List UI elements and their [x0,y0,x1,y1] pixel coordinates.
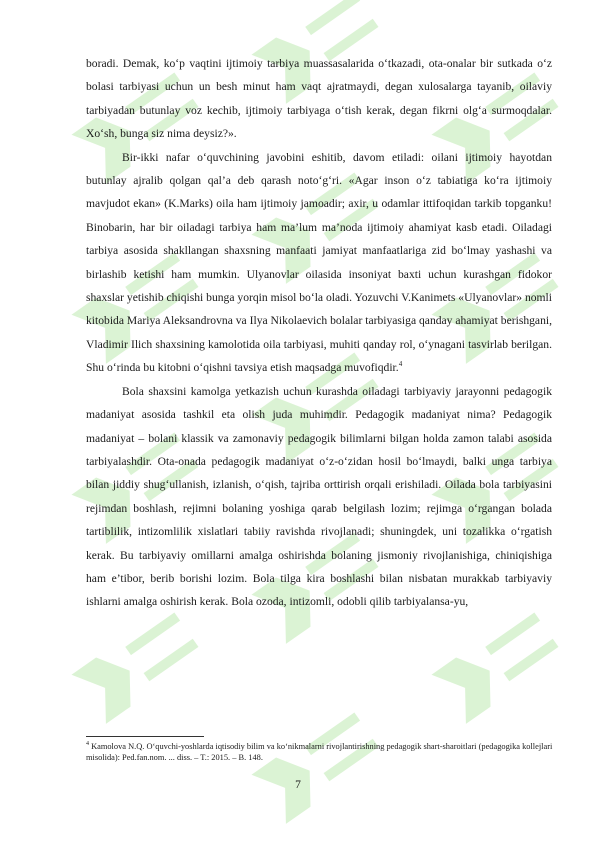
paragraph-2: Bir-ikki nafar o‘quvchining javobini eshitib, davom etiladi: oilani ijtimoiy hayotdan butunlay ajralib qolgan qal’a deb qarash noto‘g‘ri. «Agar inson o‘z tabiatiga ko‘ra ijtimoiy mavjudot ekan» (K.Marks) oila ham ijtimoiy jamoadir; axir, u odamlar ittifoqidan tarkib topganku! Binobarin, har bir oiladagi tarbiya ham ma’lum ma’noda ijtimoiy ahamiyat kasb etadi. Oiladagi tarbiya asosida shakllangan shaxsning manfaati jamiyat manfaatlariga zid bo‘lmay yashashi va birlashib ketishi ham mumkin. Ulyanovlar oilasida insoniyat baxti uchun kurashgan fidokor shaxslar yetishib chiqishi bunga yorqin misol bo‘la oladi. Yozuvchi V.Kanimets «Ulyanovlar» nomli kitobida Mariya Aleksandrovna va Ilya Nikolaevich bolalar tarbiyasiga qanday ahamiyat berishgani, Vladimir Ilich shaxsining kamolotida oila tarbiyasi, muhiti qanday rol, o‘ynagani tasvirlab berilgan. Shu o‘rinda bu kitobni o‘qishni tavsiya etish maqsadga muvofiqdir.$^4$ [86,150,552,375]
footnote-number: 4 [86,741,89,748]
footnote-reference[interactable]: 4 [398,360,403,369]
watermark-mark [251,706,384,824]
paragraph-1: boradi. Demak, ko‘p vaqtini ijtimoiy tarbiya muassasalarida o‘tkazadi, ota-onalar bir sutkada o‘z bolasi tarbiyasi uchun un besh minut ham vaqt ajratmaydi, degan xulosalarga tayanib, oilaviy tarbiyadan butunlay voz kechib, ijtimoiy tarbiyaga o‘tish kerak, degan fikrni olg‘a surmoqdalar. Xo‘sh, bunga siz nima deysiz?». [86,57,552,141]
footnote [86,741,554,763]
page-number: 7 [295,778,301,791]
paragraph-3: Bola shaxsini kamolga yetkazish uchun kurashda oiladagi tarbiyaviy jarayonni pedagogik madaniyat asosida tashkil eta olish juda muhimdir. Pedagogik madaniyat nima? Pedagogik madaniyat – bolani klassik va zamonaviy pedagogik bilimlarni bilgan holda zamon talabi asosida tarbiyalashdir. Ota-onada pedagogik madaniyat o‘z-o‘zidan hosil bo‘lmaydi, balki unga tarbiya bilan jiddiy shug‘ullanish, izlanish, o‘qish, tajriba orttirish orqali erishiladi. Oilada bola tarbiyasini rejimdan boshlash, rejimni bolaning yoshiga qarab belgilash lozim; rejimga o‘rgangan bolada tartiblilik, intizomlilik xislatlari tabiiy ravishda rivojlanadi; shuningdek, uni tozalikka o‘rgatish kerak. Bu tarbiyaviy omillarni amalga oshirishda bolaning jismoniy rivojlanishiga, chiniqishiga ham e’tibor, berib borishi lozim. Bola tilga kira boshlashi bilan nisbatan murakkab tarbiyaviy ishlarni amalga oshirish kerak. Bola ozoda, intizomli, odobli qilib tarbiyalansa-yu, [86,384,552,609]
watermark-mark [71,606,204,724]
footnote-text: Kamolova N.Q. O‘quvchi-yoshlarda iqtisodiy bilim va ko‘nikmalarni rivojlantirishning pedagogik shart-sharoitlari (pedagogika kollejlari misolida): Ped.fan.nom. ... diss. – T.: 2015. – B. 148. [86,742,553,762]
document-body [86,52,552,614]
watermark-mark [431,606,564,724]
footnote-separator [86,736,204,737]
